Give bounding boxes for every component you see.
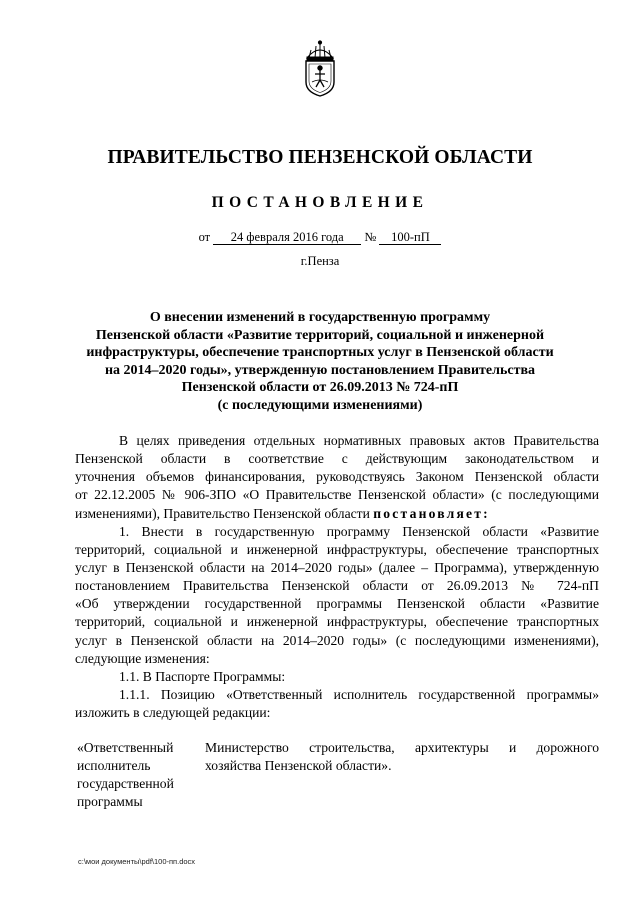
file-path: c:\мои документы\pdf\100-пп.docx [78, 857, 196, 866]
item-1-line: «Об утверждении государственной программы Пензенской области «Развитие [75, 596, 599, 612]
document-type: ПОСТАНОВЛЕНИЕ [211, 194, 429, 211]
cell-line: государственной [77, 776, 174, 792]
heading-line: Пензенской области от 26.09.2013 № 724-пП [181, 380, 459, 395]
government-name: ПРАВИТЕЛЬСТВО ПЕНЗЕНСКОЙ ОБЛАСТИ [107, 147, 533, 168]
body-line [75, 505, 599, 523]
item-1-1-1-line: изложить в следующей редакции: [75, 705, 271, 721]
document-heading [40, 309, 600, 414]
cell-line: Министерство строительства, архитектуры и дорожного [205, 740, 599, 755]
body-line: уточнения объемов финансирования, руководствуясь Законом Пензенской области [75, 469, 599, 485]
heading-line: О внесении изменений в государственную программу [149, 310, 491, 325]
item-1-1: 1.1. В Паспорте Программы: [119, 668, 286, 684]
item-1-line: 1. Внести в государственную программу Пензенской области «Развитие [119, 523, 599, 539]
item-1-line: территорий, социальной и инженерной инфраструктуры, обеспечение транспортных [75, 541, 599, 557]
body-line: Пензенской области в соответствие с действующим законодательством и [75, 451, 599, 467]
document-number: 100-пП [379, 230, 441, 245]
document-body [75, 432, 599, 722]
item-1-line: следующие изменения: [75, 650, 210, 666]
body-line: от 22.12.2005 № 906-ЗПО «О Правительстве Пензенской области» (с последующими [75, 487, 599, 503]
number-prefix: № [364, 230, 377, 244]
resolves-word: постановляет: [373, 505, 490, 521]
item-1-line: территорий, социальной и инженерной инфраструктуры, обеспечение транспортных [75, 614, 599, 630]
coat-of-arms-icon [299, 40, 341, 98]
item-1-line: услуг в Пензенской области на 2014–2020 годы» (с последующими изменениями), [75, 632, 599, 648]
cell-line: «Ответственный [77, 740, 174, 755]
position-name-cell [77, 739, 202, 812]
item-1-1-1-line: 1.1.1. Позицию «Ответственный исполнитель государственной программы» [119, 686, 599, 702]
date-prefix: от [198, 230, 211, 244]
body-line: В целях приведения отдельных нормативных правовых актов Правительства [119, 433, 599, 448]
date-number-line [0, 230, 640, 245]
heading-line: инфраструктуры, обеспечение транспортных услуг в Пензенской области [86, 345, 554, 360]
heading-line: (с последующими изменениями) [217, 397, 423, 413]
cell-line: хозяйства Пензенской области». [205, 758, 392, 774]
item-1-line: услуг в Пензенской области на 2014–2020 годы» (далее – Программа), утвержденную [75, 559, 599, 575]
cell-line: программы [77, 794, 143, 810]
cell-line: исполнитель [77, 758, 151, 774]
document-date: 24 февраля 2016 года [213, 230, 361, 245]
body-text: изменениями), Правительство Пензенской области [75, 505, 374, 521]
heading-line: Пензенской области «Развитие территорий, социальной и инженерной [95, 327, 545, 343]
item-1-line: постановлением Правительства Пензенской области от 26.09.2013 № 724-пП [75, 578, 599, 594]
city: г.Пенза [300, 254, 340, 268]
heading-line: на 2014–2020 годы», утвержденную постановлением Правительства [104, 362, 536, 378]
position-value-cell [205, 739, 599, 775]
